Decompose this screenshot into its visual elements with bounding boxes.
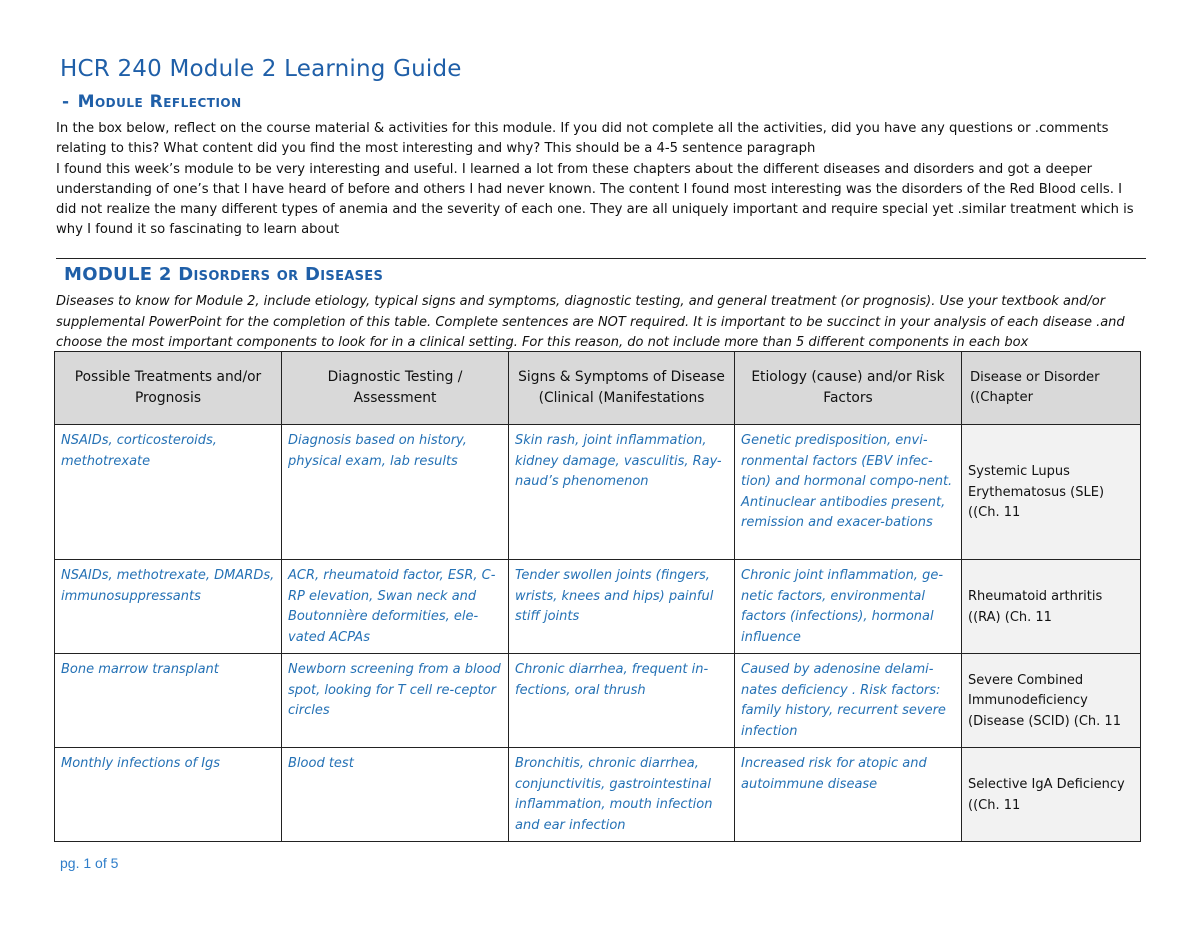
section-description: Diseases to know for Module 2, include etiology, typical signs and symptoms, diagnostic testing, and general treatment (or prognosis). Use your textbook and/or supplemental PowerPoint for the completion of this table. Complete sentences are NOT required. It is important to be succinct in your analysis of each disease .and choose the most important components to look for in a clinical setting. For this reason, do not include more than 5 different components in each box [56, 294, 1125, 350]
etiology-cell: Increased risk for atopic and autoimmune disease [735, 748, 962, 842]
page-number: pg. 1 of 5 [60, 855, 119, 871]
heading-text: Module Reflection [77, 92, 242, 112]
disease-cell: Severe Combined Immunodeficiency (Disease (SCID) (Ch. 11 [962, 654, 1141, 748]
treatment-cell: Bone marrow transplant [55, 654, 282, 748]
disease-cell: Selective IgA Deficiency ((Ch. 11 [962, 748, 1141, 842]
table-row [55, 748, 1141, 842]
document-title: HCR 240 Module 2 Learning Guide [60, 56, 462, 82]
header-etiology: Etiology (cause) and/or Risk Factors [735, 352, 962, 425]
disease-cell: Systemic Lupus Erythematosus (SLE) ((Ch. 11 [962, 425, 1141, 560]
treatment-cell: Monthly infections of Igs [55, 748, 282, 842]
etiology-cell: Caused by adenosine delami-nates deficiency . Risk factors: family history, recurrent severe infection [735, 654, 962, 748]
reflection-instructions: In the box below, reflect on the course material & activities for this module. If you did not complete all the activities, did you have any questions or .comments relating to this? What content did you find the most interesting and why? This should be a 4-5 sentence paragraph [56, 121, 1109, 156]
symptoms-cell: Chronic diarrhea, frequent in-fections, oral thrush [509, 654, 735, 748]
header-disease: Disease or Disorder ((Chapter [962, 352, 1141, 425]
diagnostic-cell: Diagnosis based on history, physical exam, lab results [282, 425, 509, 560]
symptoms-cell: Skin rash, joint inflammation, kidney damage, vasculitis, Ray-naud’s phenomenon [509, 425, 735, 560]
etiology-cell: Chronic joint inflammation, ge-netic factors, environmental factors (infections), hormonal influence [735, 560, 962, 654]
table-header-row [55, 352, 1141, 425]
reflection-answer: I found this week’s module to be very interesting and useful. I learned a lot from these chapters about the different diseases and disorders and got a deeper understanding of one’s that I have heard of before and others I had never known. The content I found most interesting was the disorders of the Red Blood cells. I did not realize the many different types of anemia and the severity of each one. They are all uniquely important and require special yet .similar treatment which is why I found it so fascinating to learn about [56, 162, 1134, 237]
module-reflection-heading [62, 92, 242, 112]
table-row [55, 654, 1141, 748]
table-row [55, 425, 1141, 560]
symptoms-cell: Tender swollen joints (fingers, wrists, knees and hips) painful stiff joints [509, 560, 735, 654]
disease-table [54, 351, 1141, 842]
table-row [55, 560, 1141, 654]
diagnostic-cell: Blood test [282, 748, 509, 842]
diagnostic-cell: ACR, rheumatoid factor, ESR, C-RP elevation, Swan neck and Boutonnière deformities, ele-vated ACPAs [282, 560, 509, 654]
header-diagnostic: Diagnostic Testing / Assessment [282, 352, 509, 425]
section-title: MODULE 2 Disorders or Diseases [64, 264, 384, 285]
header-symptoms: Signs & Symptoms of Disease (Clinical (Manifestations [509, 352, 735, 425]
diagnostic-cell: Newborn screening from a blood spot, looking for T cell re-ceptor circles [282, 654, 509, 748]
symptoms-cell: Bronchitis, chronic diarrhea, conjunctivitis, gastrointestinal inflammation, mouth infection and ear infection [509, 748, 735, 842]
disease-cell: Rheumatoid arthritis ((RA) (Ch. 11 [962, 560, 1141, 654]
heading-dash: - [62, 92, 70, 112]
section-divider [56, 258, 1146, 259]
treatment-cell: NSAIDs, methotrexate, DMARDs, immunosuppressants [55, 560, 282, 654]
etiology-cell: Genetic predisposition, envi-ronmental factors (EBV infec-tion) and hormonal compo-nent. Antinuclear antibodies present, remission and exacer-bations [735, 425, 962, 560]
treatment-cell: NSAIDs, corticosteroids, methotrexate [55, 425, 282, 560]
header-treatments: Possible Treatments and/or Prognosis [55, 352, 282, 425]
